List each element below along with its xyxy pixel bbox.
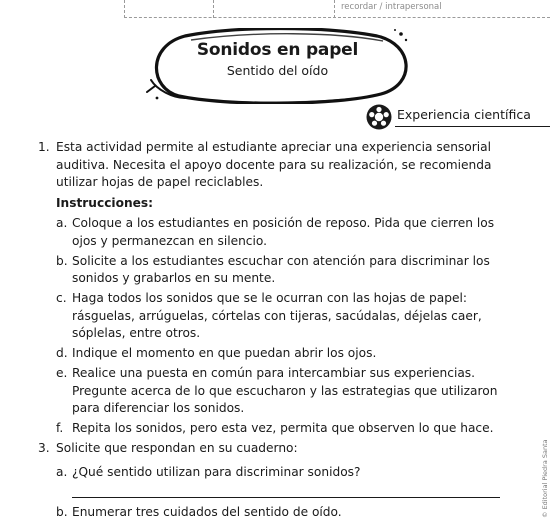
title-block <box>160 40 395 78</box>
question-letter: a. <box>56 464 68 479</box>
instruction-letter: b. <box>56 253 68 268</box>
item-text: Esta actividad permite al estudiante apreciar una experiencia sensorial auditiva. Necesita el apoyo docente para su realización, se recomienda utilizar hojas de papel reciclables. <box>56 140 492 189</box>
page-subtitle: Sentido del oído <box>226 63 329 78</box>
instruction-letter: e. <box>56 366 68 380</box>
instruction-item <box>56 365 500 418</box>
table-divider <box>124 0 125 18</box>
instruction-text: Realice una puesta en común para intercambiar sus experiencias. Pregunte acerca de lo que escucharon y las estrategias que utilizaron para diferenciar los sonidos. <box>72 366 498 415</box>
table-divider <box>334 0 335 18</box>
activity-item-3 <box>38 440 500 458</box>
question-text: ¿Qué sentido utilizan para discriminar sonidos? <box>72 464 361 479</box>
molecule-icon <box>366 104 392 130</box>
instruction-text: Solicite a los estudiantes escuchar con atención para discriminar los sonidos y grabarlos en su mente. <box>72 253 490 285</box>
instruction-item <box>56 420 500 438</box>
instruction-text: Indique el momento en que puedan abrir los ojos. <box>72 346 377 360</box>
instruction-item <box>56 215 500 250</box>
question-letter: b. <box>56 505 68 519</box>
item-text: Solicite que respondan en su cuaderno: <box>56 441 298 455</box>
instruction-item <box>56 253 500 288</box>
activity-item-1 <box>38 139 500 192</box>
instruction-item <box>56 345 500 363</box>
instruction-text: Haga todos los sonidos que se le ocurran con las hojas de papel: rásguelas, arrúguelas, córtelas con tijeras, sacúdalas, déjelas caer, sóplelas, entre otros. <box>72 291 482 340</box>
top-note: recordar / intrapersonal <box>341 2 442 12</box>
instruction-letter: c. <box>56 291 67 305</box>
instruction-letter: f. <box>56 421 64 435</box>
instructions-heading: Instrucciones: <box>56 195 154 210</box>
question-text: Enumerar tres cuidados del sentido de oído. <box>72 505 342 519</box>
answer-line[interactable] <box>72 497 500 498</box>
badge-underline <box>395 126 550 127</box>
page-title: Sonidos en papel <box>196 40 359 60</box>
question-item <box>56 504 500 522</box>
copyright-credit: © Editorial Piedra Santa <box>541 439 549 518</box>
instruction-letter: a. <box>56 216 68 230</box>
instruction-item <box>56 290 500 343</box>
badge-label: Experiencia científica <box>397 107 531 122</box>
activity-content <box>38 139 500 524</box>
item-number: 1. <box>38 140 50 154</box>
item-number: 3. <box>38 441 50 455</box>
instruction-letter: d. <box>56 346 68 360</box>
question-item <box>56 464 500 482</box>
table-bottom-border <box>124 17 550 18</box>
top-table-fragment <box>0 0 550 18</box>
table-divider <box>213 0 214 18</box>
instruction-text: Repita los sonidos, pero esta vez, permita que observen lo que hace. <box>72 421 494 435</box>
instruction-text: Coloque a los estudiantes en posición de reposo. Pida que cierren los ojos y permanezcan en silencio. <box>72 216 495 248</box>
